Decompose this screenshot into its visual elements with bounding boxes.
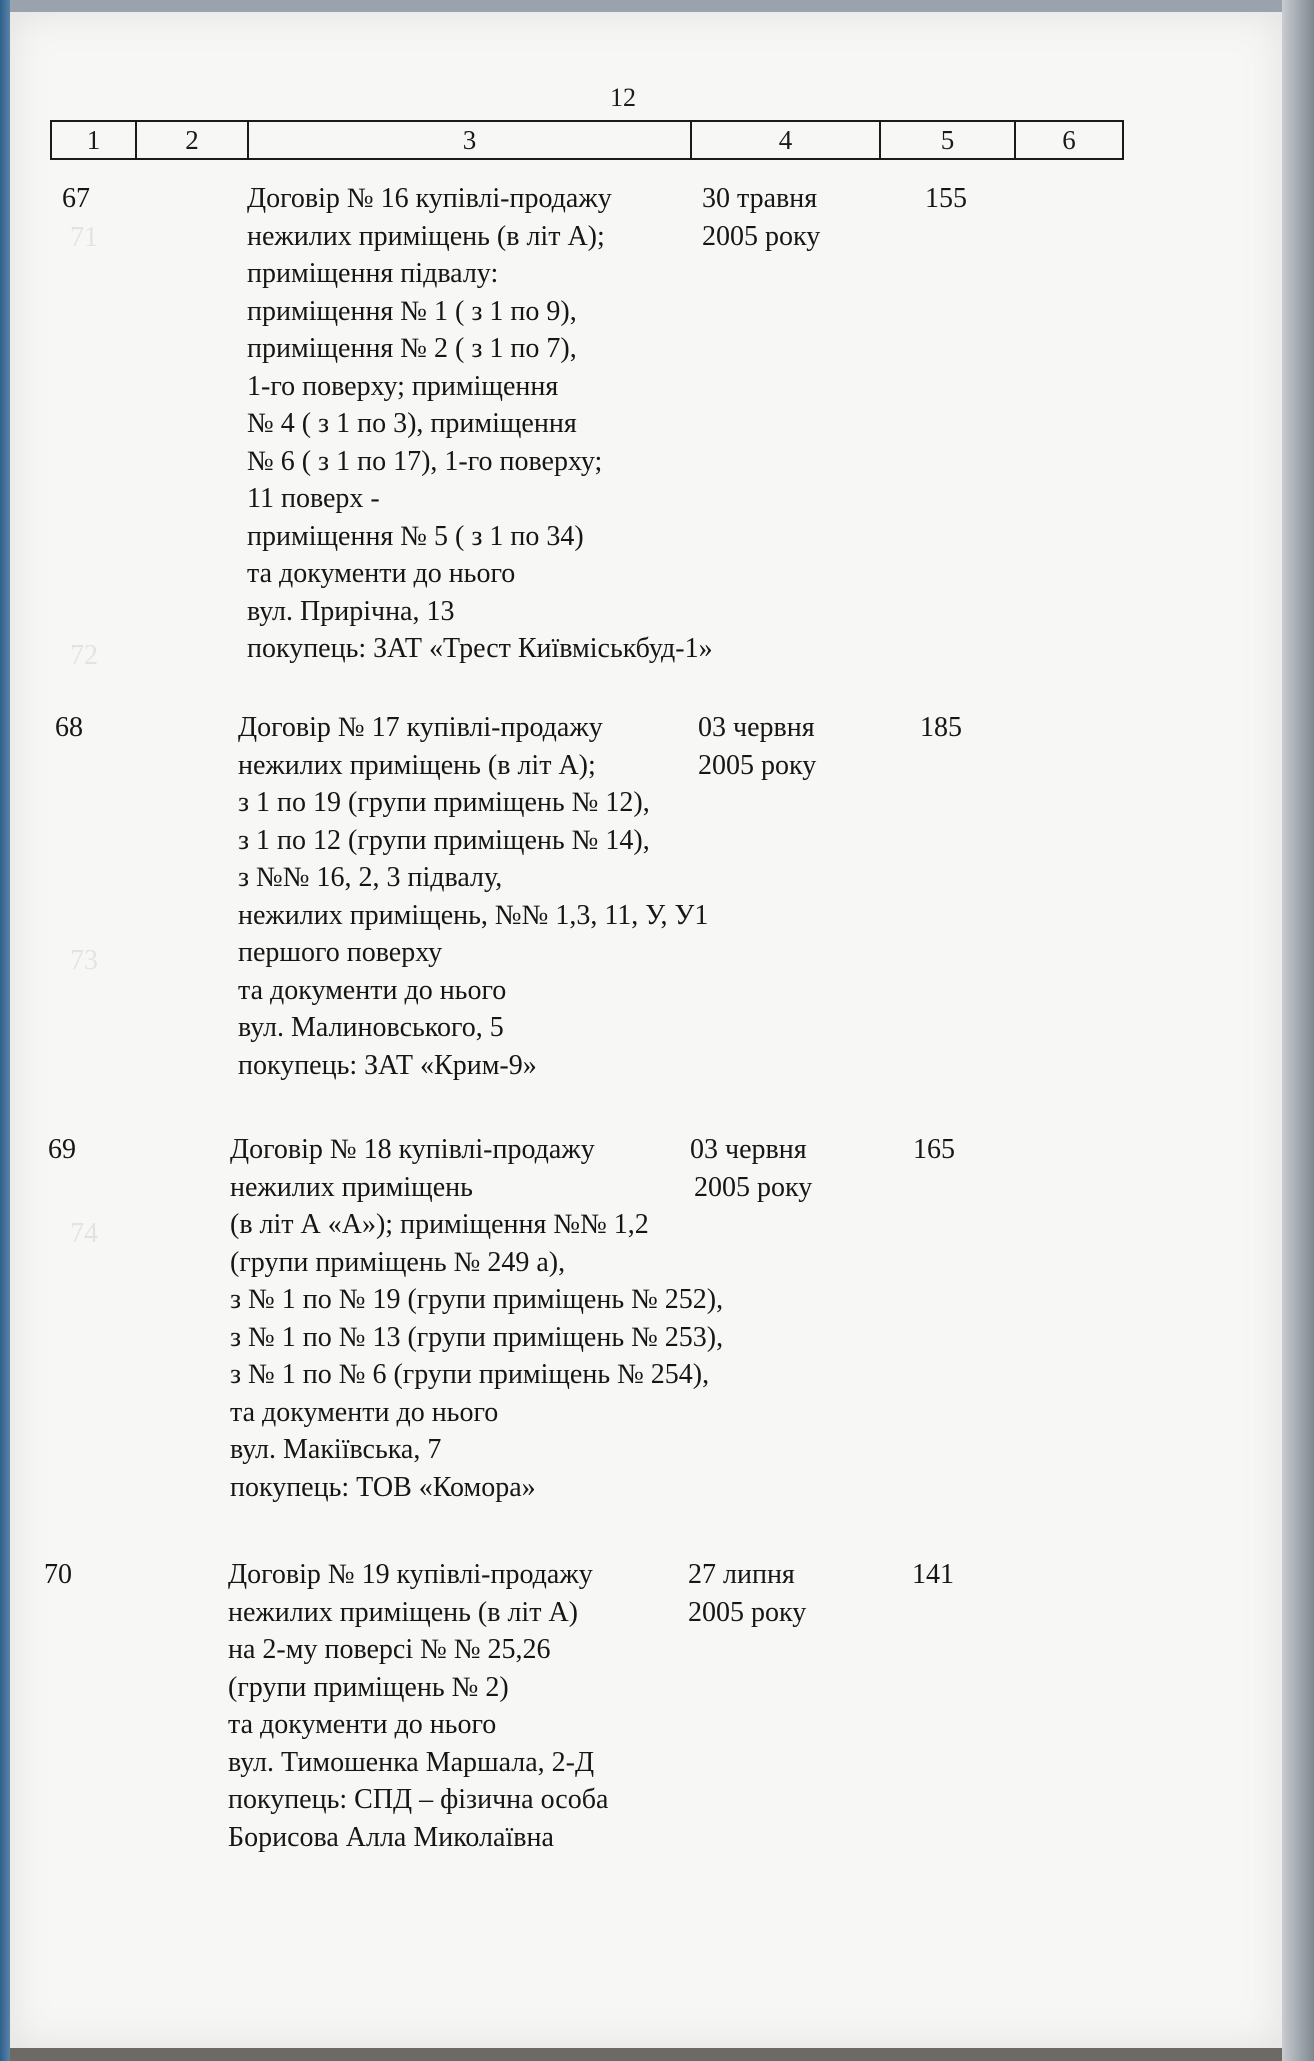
entry-description <box>238 709 708 1084</box>
description-line: нежилих приміщень, №№ 1,3, 11, У, У1 <box>238 899 709 931</box>
description-line: Договір № 18 купівлі-продажу <box>230 1134 595 1165</box>
entry-date <box>690 1131 812 1206</box>
scan-edge-right <box>1282 0 1314 2061</box>
date-line: 2005 року <box>698 749 817 781</box>
date-line: 2005 року <box>694 1171 813 1203</box>
description-line: першого поверху <box>238 937 443 968</box>
scan-edge-bottom <box>10 2048 1282 2061</box>
description-line: вул. Прирічна, 13 <box>247 595 455 627</box>
description-line: вул. Малиновського, 5 <box>238 1012 504 1043</box>
date-line: 03 червня <box>690 1134 807 1165</box>
column-header-4: 4 <box>691 121 880 159</box>
date-line: 30 травня <box>702 183 818 214</box>
description-line: з № 1 по № 13 (групи приміщень № 253), <box>230 1321 724 1353</box>
description-line: Договір № 16 купівлі-продажу <box>247 183 612 214</box>
description-line: Договір № 19 купівлі-продажу <box>228 1559 593 1590</box>
description-line: та документи до нього <box>228 1709 497 1740</box>
date-line: 27 липня <box>688 1559 795 1590</box>
entry-sheet-count: 165 <box>913 1134 955 1165</box>
column-header-3: 3 <box>248 121 691 159</box>
description-line: Борисова Алла Миколаївна <box>228 1821 554 1853</box>
date-line: 03 червня <box>698 712 815 743</box>
entry-date <box>688 1556 806 1631</box>
column-header-row <box>50 120 1124 160</box>
description-line: та документи до нього <box>247 558 516 589</box>
description-line: 1-го поверху; приміщення <box>247 370 559 402</box>
description-line: з 1 по 12 (групи приміщень № 14), <box>238 824 650 856</box>
entry-number: 68 <box>55 712 83 743</box>
description-line: покупець: ЗАТ «Трест Київміськбуд-1» <box>247 633 713 664</box>
description-line: Договір № 17 купівлі-продажу <box>238 712 603 743</box>
description-line: № 4 ( з 1 по 3), приміщення <box>247 408 577 439</box>
date-line: 2005 року <box>688 1596 807 1628</box>
description-line: з 1 по 19 (групи приміщень № 12), <box>238 787 650 818</box>
description-line: нежилих приміщень (в літ А); <box>247 220 605 252</box>
entry-number: 69 <box>48 1134 76 1165</box>
column-header-1: 1 <box>51 121 136 159</box>
description-line: приміщення № 1 ( з 1 по 9), <box>247 295 577 327</box>
description-line: покупець: СПД – фізична особа <box>228 1784 609 1815</box>
date-line: 2005 року <box>702 220 821 252</box>
description-line: 11 поверх - <box>247 483 380 514</box>
description-line: покупець: ТОВ «Комора» <box>230 1471 536 1503</box>
column-header-6: 6 <box>1015 121 1123 159</box>
description-line: на 2-му поверсі № № 25,26 <box>228 1634 551 1665</box>
description-line: з № 1 по № 6 (групи приміщень № 254), <box>230 1359 710 1390</box>
column-header-2: 2 <box>136 121 248 159</box>
entry-date <box>698 709 816 784</box>
bleed-through-mark: 72 <box>70 640 98 671</box>
description-line: з № 1 по № 19 (групи приміщень № 252), <box>230 1284 724 1315</box>
column-header-5: 5 <box>880 121 1015 159</box>
description-line: нежилих приміщень <box>230 1171 473 1203</box>
entry-number: 67 <box>62 183 90 214</box>
entry-sheet-count: 185 <box>920 712 962 743</box>
entry-number: 70 <box>44 1559 72 1590</box>
description-line: з №№ 16, 2, 3 підвалу, <box>238 862 503 893</box>
description-line: приміщення підвалу: <box>247 258 499 289</box>
entry-date <box>702 180 820 255</box>
description-line: покупець: ЗАТ «Крим-9» <box>238 1049 537 1081</box>
description-line: вул. Тимошенка Маршала, 2-Д <box>228 1746 595 1778</box>
entry-sheet-count: 141 <box>912 1559 954 1590</box>
description-line: (групи приміщень № 249 а), <box>230 1246 566 1278</box>
description-line: (в літ А «А»); приміщення №№ 1,2 <box>230 1209 649 1240</box>
description-line: та документи до нього <box>238 974 507 1006</box>
description-line: вул. Макіївська, 7 <box>230 1434 442 1465</box>
description-line: нежилих приміщень (в літ А) <box>228 1596 578 1628</box>
page-number: 12 <box>610 83 636 112</box>
bleed-through-mark: 74 <box>70 1218 98 1249</box>
description-line: нежилих приміщень (в літ А); <box>238 749 596 781</box>
description-line: та документи до нього <box>230 1396 499 1428</box>
entry-description <box>230 1131 723 1506</box>
description-line: приміщення № 5 ( з 1 по 34) <box>247 520 584 552</box>
entry-sheet-count: 155 <box>925 183 967 214</box>
entry-description <box>247 180 713 668</box>
description-line: (групи приміщень № 2) <box>228 1671 509 1703</box>
scan-edge-left <box>0 0 10 2061</box>
bleed-through-mark: 71 <box>70 222 98 253</box>
description-line: приміщення № 2 ( з 1 по 7), <box>247 333 577 364</box>
description-line: № 6 ( з 1 по 17), 1-го поверху; <box>247 445 603 477</box>
entry-description <box>228 1556 608 1856</box>
bleed-through-mark: 73 <box>70 945 98 976</box>
